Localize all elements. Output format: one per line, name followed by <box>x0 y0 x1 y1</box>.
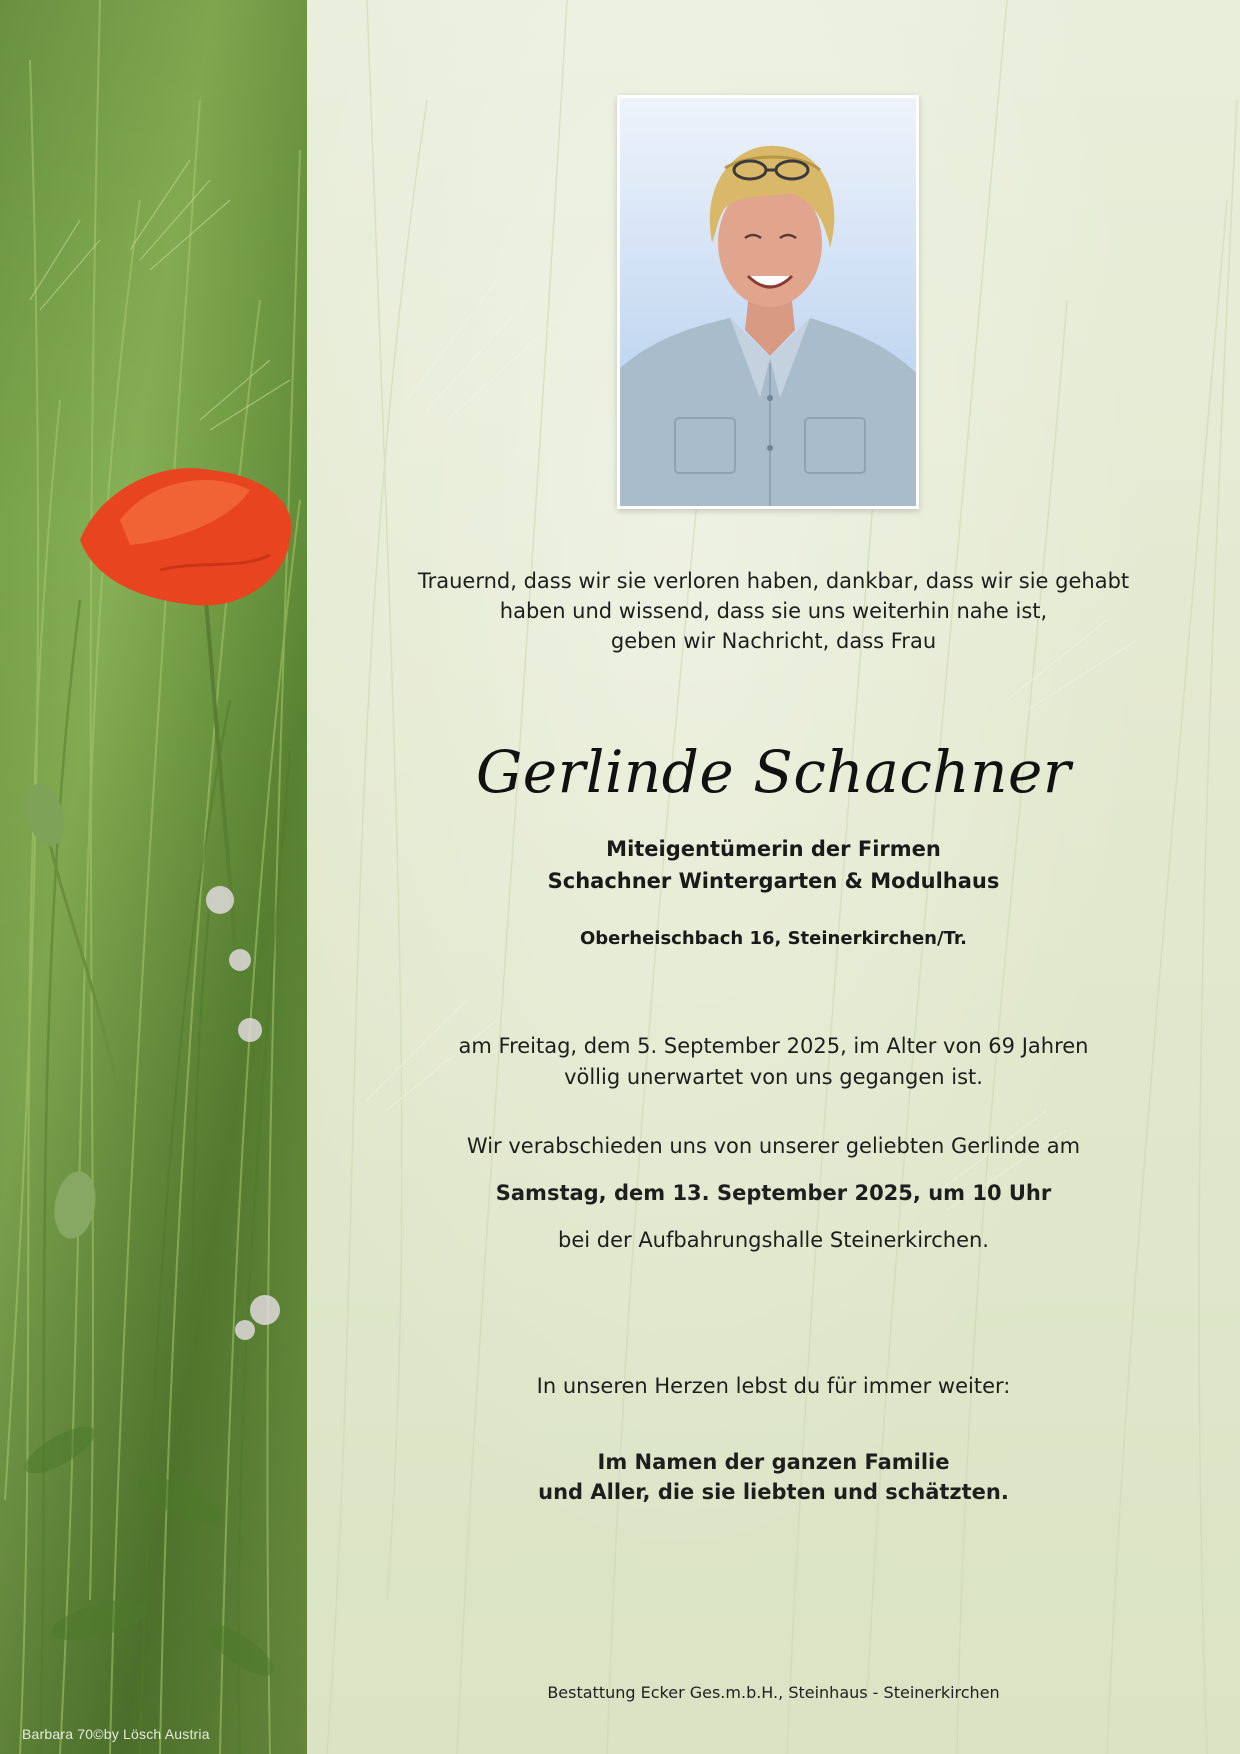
company-info <box>307 833 1240 897</box>
farewell-place: bei der Aufbahrungshalle Steinerkirchen. <box>558 1228 989 1252</box>
portrait-illustration <box>620 98 916 506</box>
poppy-field-photo <box>0 0 307 1754</box>
intro-text <box>307 566 1240 656</box>
undertaker-footer: Bestattung Ecker Ges.m.b.H., Steinhaus - Steinerkirchen <box>547 1683 1000 1702</box>
portrait-photo <box>617 95 919 509</box>
intro-line: geben wir Nachricht, dass Frau <box>610 629 937 653</box>
poppy-field-illustration <box>0 0 307 1754</box>
company-line: Miteigentümerin der Firmen <box>606 837 941 861</box>
farewell-date: Samstag, dem 13. September 2025, um 10 Uhr <box>495 1181 1052 1205</box>
intro-line: haben und wissend, dass sie uns weiterhin nahe ist, <box>499 599 1048 623</box>
death-notice <box>307 1031 1240 1093</box>
intro-line: Trauernd, dass wir sie verloren haben, dankbar, dass wir sie gehabt <box>417 569 1130 593</box>
obituary-panel <box>307 0 1240 1754</box>
deceased-name: Gerlinde Schachner <box>475 738 1072 806</box>
family-line: Im Namen der ganzen Familie <box>597 1450 950 1474</box>
family-signature <box>307 1447 1240 1507</box>
death-line: völlig unerwartet von uns gegangen ist. <box>564 1065 983 1089</box>
address: Oberheischbach 16, Steinerkirchen/Tr. <box>580 928 967 949</box>
poppy-flower <box>80 468 292 605</box>
photo-credit: Barbara 70©by Lösch Austria <box>22 1726 210 1742</box>
farewell-intro: Wir verabschieden uns von unserer geliebten Gerlinde am <box>466 1134 1081 1158</box>
closing-line: In unseren Herzen lebst du für immer weiter: <box>536 1374 1011 1398</box>
company-line: Schachner Wintergarten & Modulhaus <box>547 869 1000 893</box>
family-line: und Aller, die sie liebten und schätzten. <box>538 1480 1009 1504</box>
death-line: am Freitag, dem 5. September 2025, im Alter von 69 Jahren <box>458 1034 1089 1058</box>
